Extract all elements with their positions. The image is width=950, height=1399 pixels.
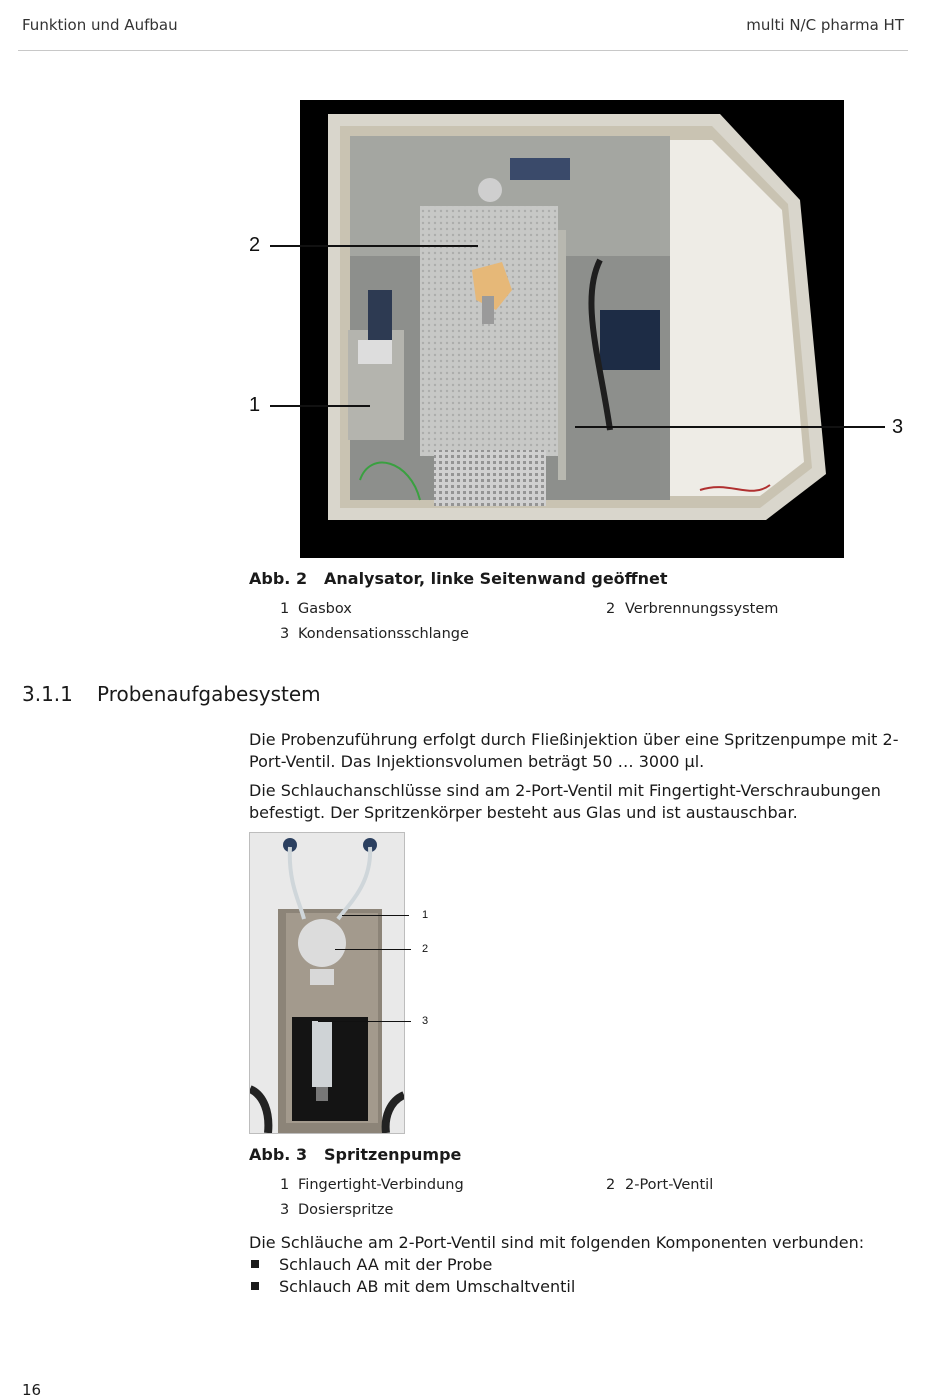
- callout-line-1: [342, 915, 409, 916]
- body-paragraph: Die Schlauchanschlüsse sind am 2-Port-Ventil mit Fingertight-Verschraubungen befestigt. Der Spritzenkörper besteht aus Glas und ist austauschbar.: [249, 781, 881, 822]
- body-paragraph: Die Schläuche am 2-Port-Ventil sind mit folgenden Komponenten verbunden:: [249, 1233, 865, 1252]
- analyzer-photo-illustration: [300, 100, 844, 558]
- figure-caption-title: Analysator, linke Seitenwand geöffnet: [324, 569, 668, 588]
- section-title: Probenaufgabesystem: [97, 682, 321, 706]
- syringe-pump-illustration: [250, 833, 404, 1133]
- running-header-chapter: Funktion und Aufbau: [22, 16, 178, 34]
- figure-caption-label: Abb. 2: [249, 569, 308, 588]
- callout-line-2: [270, 245, 478, 247]
- legend-number: 2: [606, 601, 616, 617]
- legend-number: 3: [280, 1202, 290, 1218]
- figure-caption-label: Abb. 3: [249, 1145, 308, 1164]
- legend-text: 2-Port-Ventil: [625, 1177, 714, 1193]
- callout-line-3: [318, 1021, 411, 1022]
- callout-number-3: 3: [422, 1015, 429, 1027]
- legend-number: 2: [606, 1177, 616, 1193]
- callout-line-2: [335, 949, 411, 950]
- legend-number: 1: [280, 1177, 290, 1193]
- legend-text: Kondensationsschlange: [298, 626, 469, 642]
- callout-number-2: 2: [422, 943, 429, 955]
- page-number: 16: [22, 1381, 42, 1399]
- syringe-pump-photo: [249, 832, 405, 1134]
- callout-line-1: [270, 405, 370, 407]
- bullet-marker: [251, 1260, 259, 1268]
- body-paragraph: Die Probenzuführung erfolgt durch Fließinjektion über eine Spritzenpumpe mit 2-Port-Ventil. Das Injektionsvolumen beträgt 50 … 3000 µl.: [249, 730, 899, 771]
- callout-number-2: 2: [249, 234, 261, 256]
- header-divider: [18, 50, 908, 51]
- running-header-product: multi N/C pharma HT: [746, 16, 904, 34]
- callout-number-3: 3: [892, 416, 904, 438]
- section-number: 3.1.1: [22, 682, 73, 706]
- figure-caption-title: Spritzenpumpe: [324, 1145, 462, 1164]
- bullet-marker: [251, 1282, 259, 1290]
- legend-number: 3: [280, 626, 290, 642]
- callout-line-3: [575, 426, 885, 428]
- legend-number: 1: [280, 601, 290, 617]
- legend-text: Fingertight-Verbindung: [298, 1177, 464, 1193]
- analyzer-photo: [300, 100, 844, 558]
- legend-text: Gasbox: [298, 601, 352, 617]
- callout-number-1: 1: [249, 394, 261, 416]
- callout-number-1: 1: [422, 909, 429, 921]
- legend-text: Verbrennungssystem: [625, 601, 779, 617]
- bullet-item: Schlauch AB mit dem Umschaltventil: [279, 1277, 576, 1296]
- bullet-item: Schlauch AA mit der Probe: [279, 1255, 493, 1274]
- legend-text: Dosierspritze: [298, 1202, 394, 1218]
